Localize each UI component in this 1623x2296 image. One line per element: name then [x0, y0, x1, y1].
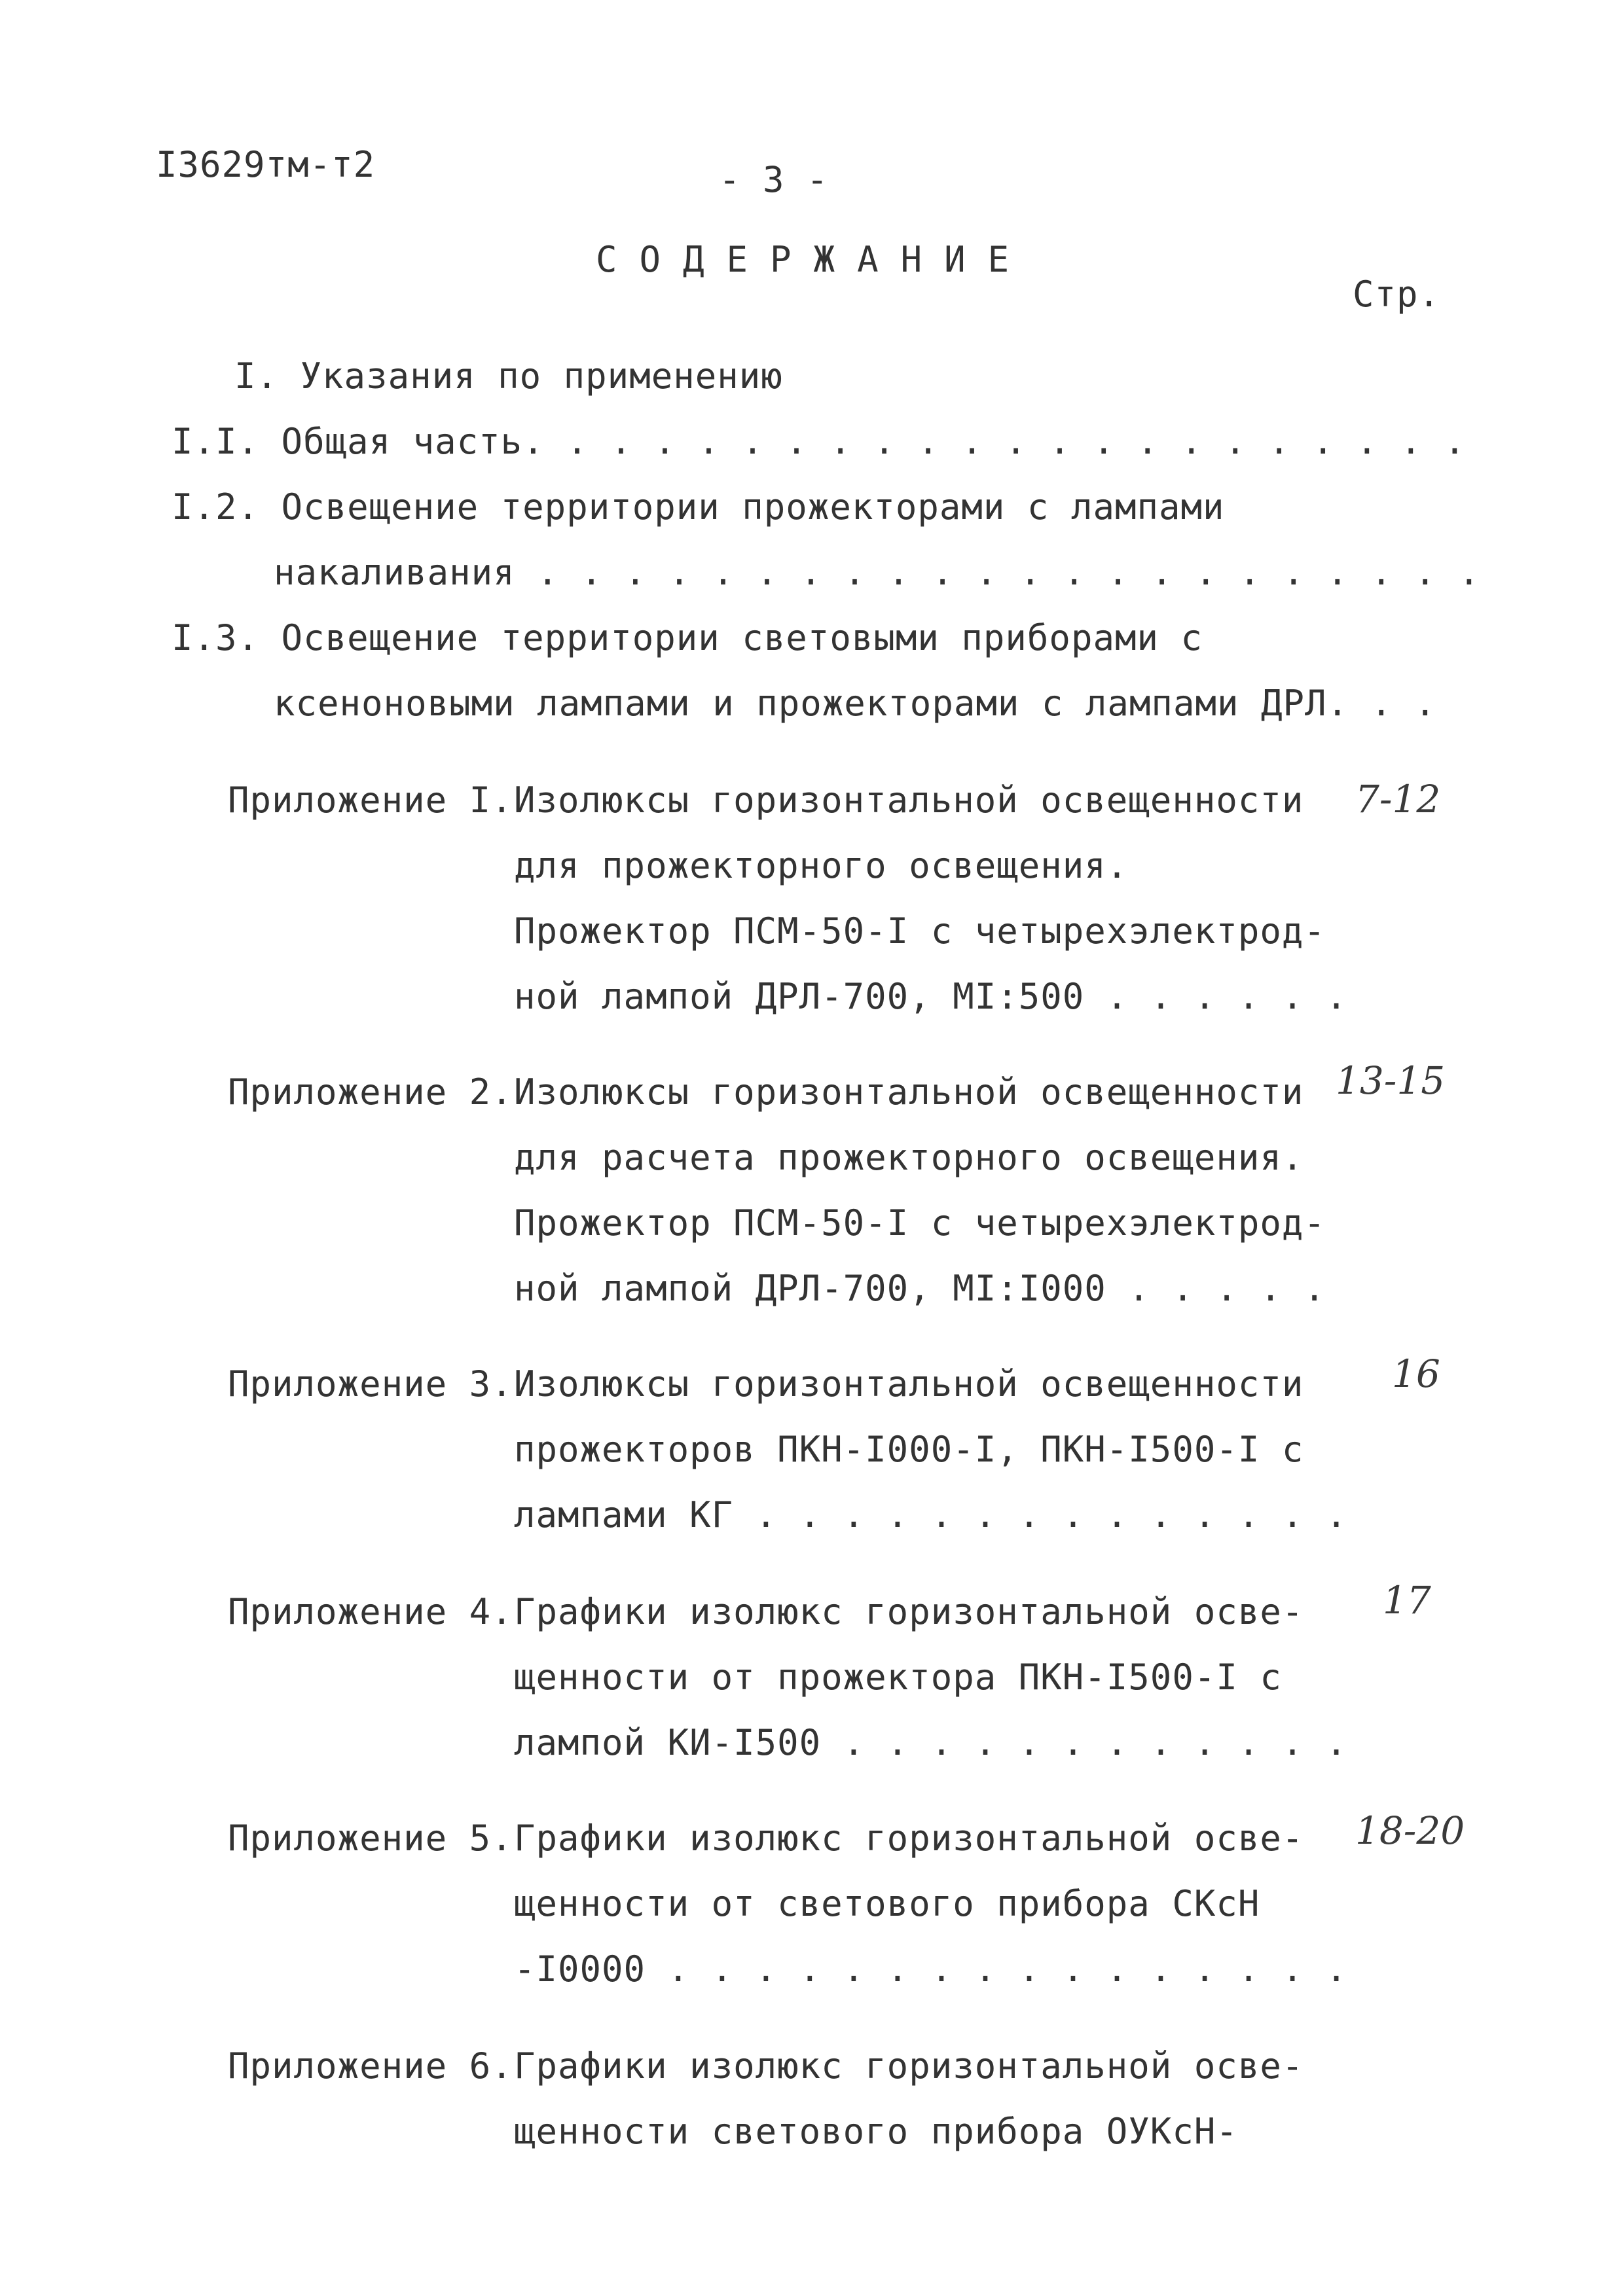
appendix-4-line1: Графики изолюкс горизонтальной осве- — [514, 1591, 1304, 1632]
page-title: СОДЕРЖАНИЕ — [596, 239, 1032, 280]
appendix-5-line1: Графики изолюкс горизонтальной осве- — [514, 1818, 1304, 1859]
appendix-3-line3: лампами КГ . . . . . . . . . . . . . . — [514, 1494, 1348, 1535]
appendix-6-line1: Графики изолюкс горизонтальной осве- — [514, 2045, 1304, 2087]
appendix-3-line2: прожекторов ПКН-I000-I, ПКН-I500-I с — [514, 1429, 1304, 1470]
page-column-label: Стр. — [1353, 274, 1441, 315]
appendix-3-line1: Изолюксы горизонтальной освещенности — [514, 1363, 1304, 1405]
section-1-1-entry: I.I. Общая часть. . . . . . . . . . . . . . . . . . . . . . — [172, 421, 1467, 462]
appendix-2-pages: 13-15 — [1336, 1058, 1446, 1103]
appendix-4-line2: щенности от прожектора ПКН-I500-I с — [514, 1657, 1282, 1698]
appendix-1-pages: 7-12 — [1355, 777, 1441, 821]
appendix-3-pages: 16 — [1392, 1352, 1440, 1396]
appendix-2-line1: Изолюксы горизонтальной освещенности — [514, 1071, 1304, 1113]
appendix-5-line3: -I0000 . . . . . . . . . . . . . . . . — [514, 1948, 1348, 1990]
section-1-2-line2: накаливания . . . . . . . . . . . . . . . . . . . . . . — [274, 552, 1481, 593]
appendix-2-label: Приложение 2. — [228, 1071, 513, 1113]
appendix-3-label: Приложение 3. — [228, 1363, 513, 1405]
appendix-5-pages: 18-20 — [1355, 1808, 1465, 1853]
doc-code: I3629тм-т2 — [156, 144, 376, 185]
appendix-4-pages: 17 — [1383, 1578, 1431, 1623]
appendix-5-line2: щенности от светового прибора СКсН — [514, 1883, 1260, 1924]
appendix-1-label: Приложение I. — [228, 780, 513, 821]
appendix-1-line4: ной лампой ДРЛ-700, МI:500 . . . . . . — [514, 976, 1348, 1017]
page-number: - 3 - — [719, 159, 829, 200]
appendix-2-line3: Прожектор ПСМ-50-I с четырехэлектрод- — [514, 1202, 1326, 1244]
section-1-2-line1: I.2. Освещение территории прожекторами с лампами — [172, 486, 1225, 528]
appendix-6-label: Приложение 6. — [228, 2045, 513, 2087]
appendix-1-line3: Прожектор ПСМ-50-I с четырехэлектрод- — [514, 910, 1326, 952]
section-1-heading: I. Указания по применению — [234, 355, 783, 397]
appendix-2-line2: для расчета прожекторного освещения. — [514, 1137, 1304, 1178]
appendix-2-line4: ной лампой ДРЛ-700, МI:I000 . . . . . — [514, 1268, 1326, 1309]
appendix-4-line3: лампой КИ-I500 . . . . . . . . . . . . — [514, 1722, 1348, 1763]
appendix-6-line2: щенности светового прибора ОУКсН- — [514, 2111, 1238, 2152]
section-1-3-line2: ксеноновыми лампами и прожекторами с лампами ДРЛ. . . — [274, 683, 1437, 724]
appendix-5-label: Приложение 5. — [228, 1818, 513, 1859]
appendix-4-label: Приложение 4. — [228, 1591, 513, 1632]
appendix-1-line2: для прожекторного освещения. — [514, 845, 1129, 886]
section-1-3-line1: I.3. Освещение территории световыми приборами с — [172, 617, 1203, 658]
appendix-1-line1: Изолюксы горизонтальной освещенности — [514, 780, 1304, 821]
